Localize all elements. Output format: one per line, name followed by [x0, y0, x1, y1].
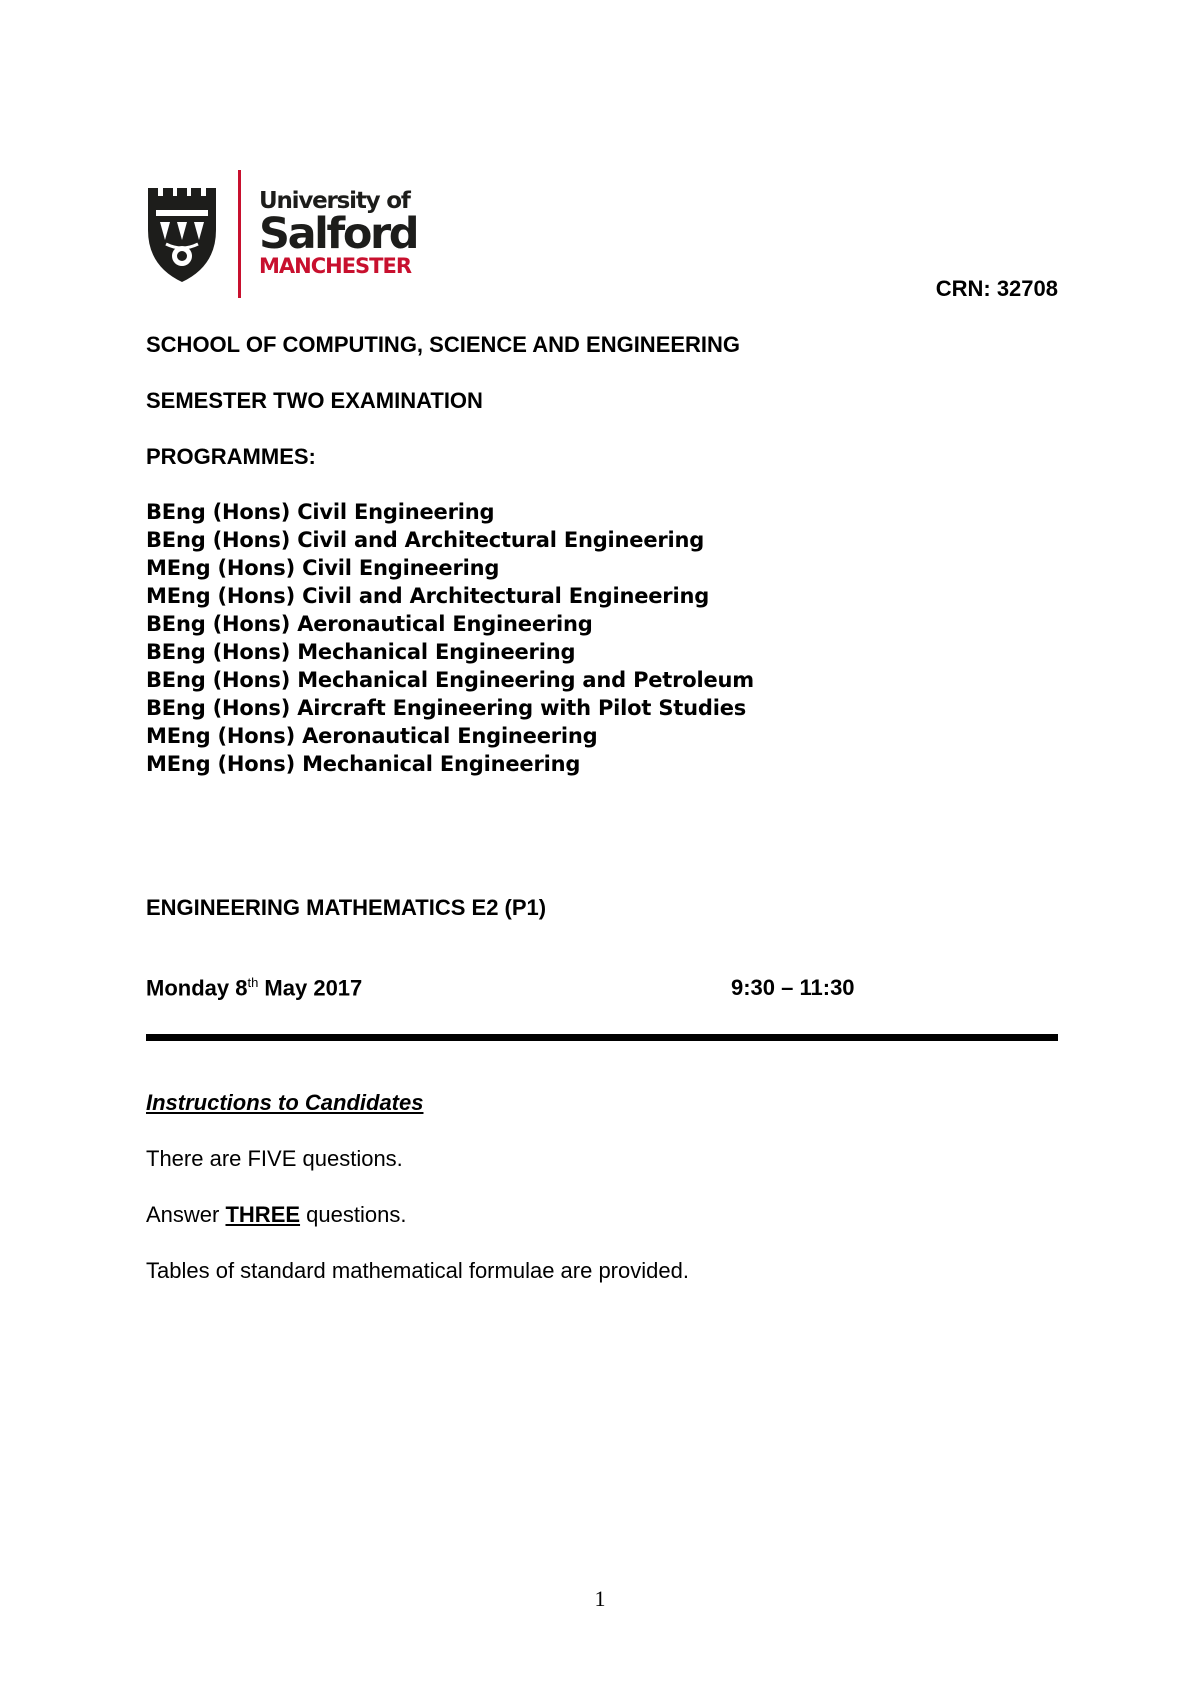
logo-wordmark — [259, 188, 417, 278]
programme-list — [146, 498, 754, 778]
programme-item: BEng (Hons) Civil and Architectural Engineering — [146, 528, 705, 552]
instruction-line-2-emphasis: THREE — [225, 1202, 301, 1227]
programme-item: MEng (Hons) Civil Engineering — [146, 556, 500, 580]
logo-university-of: University of — [259, 188, 410, 214]
divider-rule — [146, 1034, 1058, 1041]
programme-item: BEng (Hons) Mechanical Engineering — [146, 640, 576, 664]
instruction-line-3: Tables of standard mathematical formulae are provided. — [146, 1258, 689, 1283]
module-title: ENGINEERING MATHEMATICS E2 (P1) — [146, 895, 547, 920]
programme-item: BEng (Hons) Mechanical Engineering and Petroleum — [146, 668, 754, 692]
crn-number: CRN: 32708 — [935, 276, 1058, 301]
instructions-title: Instructions to Candidates — [146, 1090, 424, 1115]
programme-item: MEng (Hons) Civil and Architectural Engineering — [146, 584, 710, 608]
exam-date — [146, 975, 362, 1001]
programme-item: MEng (Hons) Mechanical Engineering — [146, 752, 581, 776]
exam-time: 9:30 – 11:30 — [731, 975, 855, 1000]
instruction-line-2-post: questions. — [300, 1202, 407, 1227]
programme-item: BEng (Hons) Civil Engineering — [146, 500, 495, 524]
instruction-line-2 — [146, 1202, 406, 1228]
exam-date-prefix: Monday 8 — [146, 975, 248, 1001]
instruction-line-1: There are FIVE questions. — [146, 1146, 403, 1171]
logo-manchester: MANCHESTER — [259, 254, 412, 278]
page-number: 1 — [594, 1586, 606, 1611]
exam-title: SEMESTER TWO EXAMINATION — [146, 388, 483, 413]
school-name: SCHOOL OF COMPUTING, SCIENCE AND ENGINEERING — [146, 332, 741, 357]
logo-salford: Salford — [259, 209, 418, 259]
programme-item: BEng (Hons) Aircraft Engineering with Pilot Studies — [146, 696, 747, 720]
instruction-line-2-pre: Answer — [146, 1202, 226, 1227]
programme-item: MEng (Hons) Aeronautical Engineering — [146, 724, 598, 748]
programme-item: BEng (Hons) Aeronautical Engineering — [146, 612, 593, 636]
programmes-label: PROGRAMMES: — [146, 444, 316, 469]
exam-date-suffix: May 2017 — [258, 975, 363, 1001]
exam-date-ordinal: th — [247, 975, 259, 990]
university-logo — [146, 170, 418, 300]
